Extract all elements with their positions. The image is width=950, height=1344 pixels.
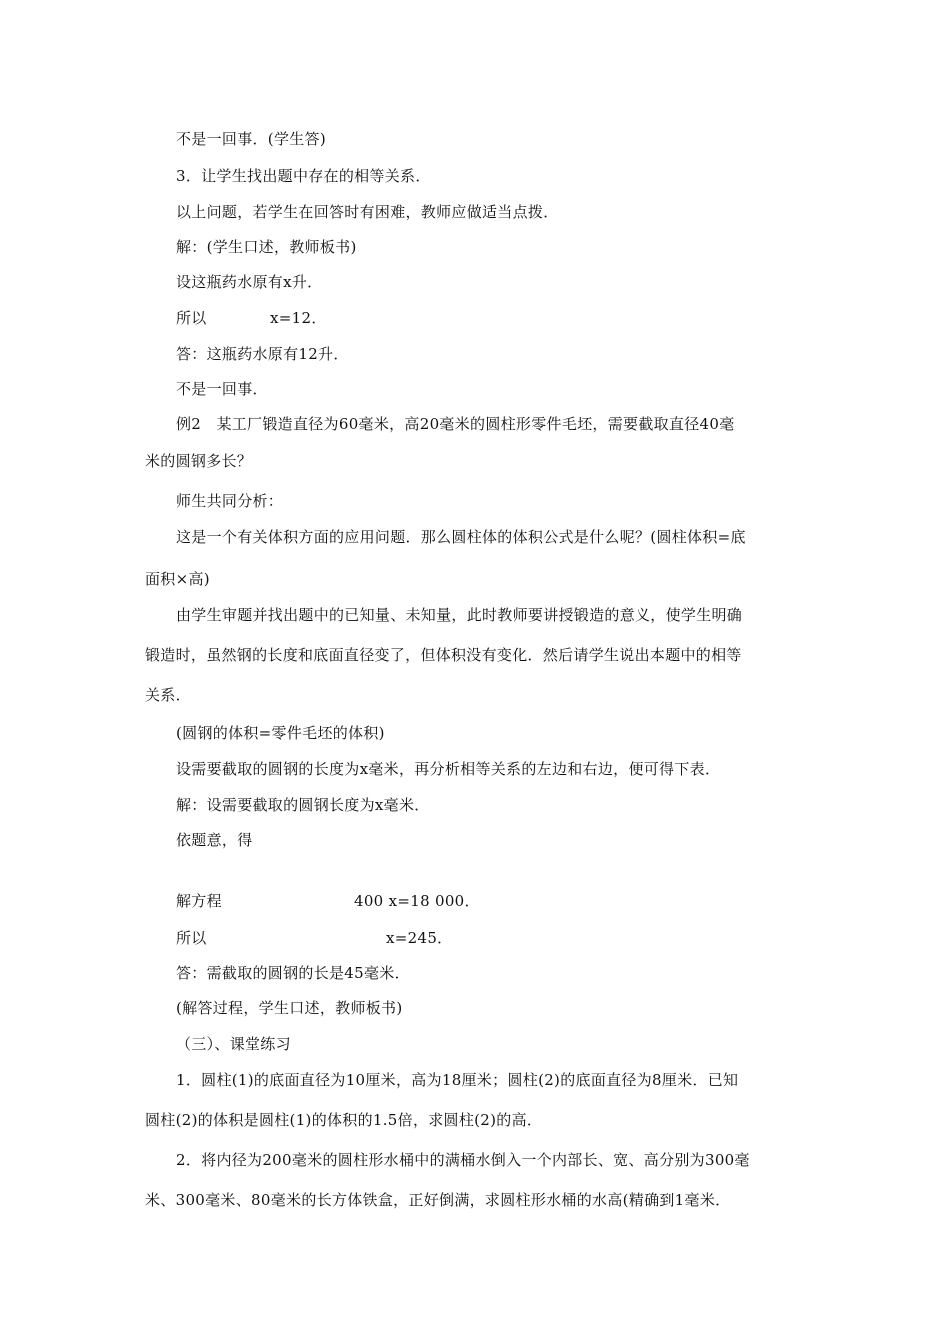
text-line: 解：(学生口述，教师板书) [176,238,357,256]
text-line: 锻造时，虽然钢的长度和底面直径变了，但体积没有变化．然后请学生说出本题中的相等 [145,646,742,664]
text-line: 这是一个有关体积方面的应用问题．那么圆柱体的体积公式是什么呢？(圆柱体积=底 [176,528,746,546]
equation: x=12． [270,309,327,327]
text-line: 1．圆柱(1)的底面直径为10厘米，高为18厘米；圆柱(2)的底面直径为8厘米．已知 [176,1071,739,1089]
equation: 400 x=18 000． [354,892,480,910]
section-heading: （三）、课堂练习 [176,1035,291,1053]
text-line: 不是一回事． [176,380,268,398]
text-line: 2．将内径为200毫米的圆柱形水桶中的满桶水倒入一个内部长、宽、高分别为300毫 [176,1151,750,1169]
text-line: 以上问题，若学生在回答时有困难，教师应做适当点拨． [176,203,559,221]
text-line: 解：设需要截取的圆钢长度为x毫米． [176,796,430,814]
label-so: 所以 [176,309,207,327]
text-line: 例2 某工厂锻造直径为60毫米，高20毫米的圆柱形零件毛坯，需要截取直径40毫 [176,415,735,433]
text-line: 答：需截取的圆钢的长是45毫米． [176,964,410,982]
text-line: 面积×高) [145,570,210,588]
text-line: 答：这瓶药水原有12升． [176,345,349,363]
text-line: 米、300毫米、80毫米的长方体铁盒，正好倒满，求圆柱形水桶的水高(精确到1毫米． [145,1191,731,1209]
text-line: (解答过程，学生口述，教师板书) [176,999,403,1017]
equation: x=245． [386,929,453,947]
text-line [176,928,453,948]
text-line: 不是一回事．(学生答) [176,130,327,148]
text-line: 设需要截取的圆钢的长度为x毫米，再分析相等关系的左边和右边，便可得下表． [176,760,721,778]
text-line: 米的圆钢多长？ [145,452,253,470]
text-line [176,891,480,911]
text-line: 3．让学生找出题中存在的相等关系． [176,167,431,185]
text-line: 圆柱(2)的体积是圆柱(1)的体积的1.5倍，求圆柱(2)的高． [145,1111,543,1129]
text-line: 设这瓶药水原有x升． [176,273,323,291]
text-line: 关系． [145,686,191,704]
label-so: 所以 [176,929,207,947]
text-line: (圆钢的体积=零件毛坯的体积) [176,724,385,742]
text-line: 依题意，得 [176,831,253,849]
label-solve: 解方程 [176,892,222,910]
text-line: 师生共同分析： [176,492,284,510]
text-line: 由学生审题并找出题中的已知量、未知量，此时教师要讲授锻造的意义，使学生明确 [176,606,743,624]
text-line [176,308,327,328]
